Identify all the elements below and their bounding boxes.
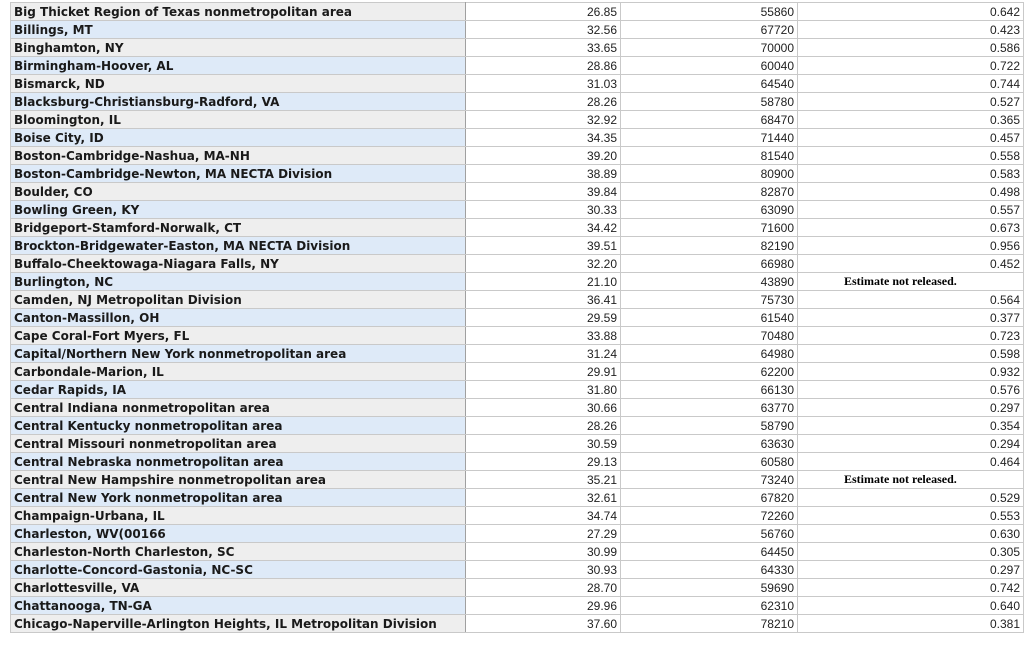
location-quotient-cell: 0.630 xyxy=(798,525,1024,543)
area-name-cell: Boise City, ID xyxy=(11,129,466,147)
annual-wage-cell: 66980 xyxy=(621,255,798,273)
annual-wage-cell: 82870 xyxy=(621,183,798,201)
hourly-wage-cell: 32.61 xyxy=(466,489,621,507)
hourly-wage-cell: 30.93 xyxy=(466,561,621,579)
location-quotient-cell: 0.673 xyxy=(798,219,1024,237)
area-name-cell: Charlotte-Concord-Gastonia, NC-SC xyxy=(11,561,466,579)
area-name-cell: Charleston, WV(00166 xyxy=(11,525,466,543)
table-row xyxy=(11,615,1024,633)
hourly-wage-cell: 31.80 xyxy=(466,381,621,399)
hourly-wage-cell: 29.59 xyxy=(466,309,621,327)
hourly-wage-cell: 26.85 xyxy=(466,3,621,21)
location-quotient-cell: 0.557 xyxy=(798,201,1024,219)
table-row xyxy=(11,237,1024,255)
area-name-cell: Champaign-Urbana, IL xyxy=(11,507,466,525)
data-table-container xyxy=(10,2,1023,633)
location-quotient-cell: 0.722 xyxy=(798,57,1024,75)
wage-table xyxy=(10,2,1024,633)
location-quotient-cell: 0.452 xyxy=(798,255,1024,273)
hourly-wage-cell: 39.51 xyxy=(466,237,621,255)
hourly-wage-cell: 30.33 xyxy=(466,201,621,219)
location-quotient-cell: 0.932 xyxy=(798,363,1024,381)
table-row xyxy=(11,75,1024,93)
table-row xyxy=(11,93,1024,111)
hourly-wage-cell: 33.65 xyxy=(466,39,621,57)
hourly-wage-cell: 29.13 xyxy=(466,453,621,471)
table-row xyxy=(11,219,1024,237)
annual-wage-cell: 61540 xyxy=(621,309,798,327)
location-quotient-cell: 0.529 xyxy=(798,489,1024,507)
table-row xyxy=(11,21,1024,39)
annual-wage-cell: 71600 xyxy=(621,219,798,237)
hourly-wage-cell: 35.21 xyxy=(466,471,621,489)
table-row xyxy=(11,327,1024,345)
annual-wage-cell: 67820 xyxy=(621,489,798,507)
table-body xyxy=(11,3,1024,633)
hourly-wage-cell: 36.41 xyxy=(466,291,621,309)
annual-wage-cell: 80900 xyxy=(621,165,798,183)
table-row xyxy=(11,579,1024,597)
table-row xyxy=(11,129,1024,147)
annual-wage-cell: 70480 xyxy=(621,327,798,345)
annual-wage-cell: 66130 xyxy=(621,381,798,399)
location-quotient-cell: 0.297 xyxy=(798,399,1024,417)
annual-wage-cell: 64330 xyxy=(621,561,798,579)
table-row xyxy=(11,273,1024,291)
location-quotient-cell: 0.297 xyxy=(798,561,1024,579)
table-row xyxy=(11,309,1024,327)
area-name-cell: Bridgeport-Stamford-Norwalk, CT xyxy=(11,219,466,237)
location-quotient-cell: 0.586 xyxy=(798,39,1024,57)
location-quotient-cell: 0.640 xyxy=(798,597,1024,615)
annual-wage-cell: 78210 xyxy=(621,615,798,633)
area-name-cell: Bowling Green, KY xyxy=(11,201,466,219)
area-name-cell: Charleston-North Charleston, SC xyxy=(11,543,466,561)
hourly-wage-cell: 32.20 xyxy=(466,255,621,273)
hourly-wage-cell: 28.86 xyxy=(466,57,621,75)
annual-wage-cell: 62310 xyxy=(621,597,798,615)
area-name-cell: Chattanooga, TN-GA xyxy=(11,597,466,615)
annual-wage-cell: 63630 xyxy=(621,435,798,453)
table-row xyxy=(11,39,1024,57)
area-name-cell: Charlottesville, VA xyxy=(11,579,466,597)
hourly-wage-cell: 38.89 xyxy=(466,165,621,183)
hourly-wage-cell: 30.99 xyxy=(466,543,621,561)
area-name-cell: Carbondale-Marion, IL xyxy=(11,363,466,381)
hourly-wage-cell: 21.10 xyxy=(466,273,621,291)
table-row xyxy=(11,363,1024,381)
location-quotient-cell: 0.576 xyxy=(798,381,1024,399)
table-row xyxy=(11,543,1024,561)
table-row xyxy=(11,435,1024,453)
area-name-cell: Blacksburg-Christiansburg-Radford, VA xyxy=(11,93,466,111)
table-row xyxy=(11,201,1024,219)
area-name-cell: Central Nebraska nonmetropolitan area xyxy=(11,453,466,471)
location-quotient-cell: 0.381 xyxy=(798,615,1024,633)
area-name-cell: Boston-Cambridge-Newton, MA NECTA Division xyxy=(11,165,466,183)
location-quotient-cell: 0.558 xyxy=(798,147,1024,165)
annual-wage-cell: 67720 xyxy=(621,21,798,39)
area-name-cell: Cedar Rapids, IA xyxy=(11,381,466,399)
location-quotient-cell: 0.498 xyxy=(798,183,1024,201)
table-row xyxy=(11,507,1024,525)
annual-wage-cell: 58780 xyxy=(621,93,798,111)
annual-wage-cell: 82190 xyxy=(621,237,798,255)
annual-wage-cell: 68470 xyxy=(621,111,798,129)
estimate-note-cell: Estimate not released. xyxy=(798,273,1024,291)
area-name-cell: Canton-Massillon, OH xyxy=(11,309,466,327)
table-row xyxy=(11,525,1024,543)
table-row xyxy=(11,111,1024,129)
table-row xyxy=(11,165,1024,183)
hourly-wage-cell: 33.88 xyxy=(466,327,621,345)
annual-wage-cell: 70000 xyxy=(621,39,798,57)
location-quotient-cell: 0.464 xyxy=(798,453,1024,471)
hourly-wage-cell: 31.24 xyxy=(466,345,621,363)
area-name-cell: Birmingham-Hoover, AL xyxy=(11,57,466,75)
area-name-cell: Burlington, NC xyxy=(11,273,466,291)
hourly-wage-cell: 28.70 xyxy=(466,579,621,597)
annual-wage-cell: 64980 xyxy=(621,345,798,363)
location-quotient-cell: 0.742 xyxy=(798,579,1024,597)
location-quotient-cell: 0.598 xyxy=(798,345,1024,363)
area-name-cell: Central Indiana nonmetropolitan area xyxy=(11,399,466,417)
annual-wage-cell: 63770 xyxy=(621,399,798,417)
annual-wage-cell: 43890 xyxy=(621,273,798,291)
area-name-cell: Boulder, CO xyxy=(11,183,466,201)
table-row xyxy=(11,381,1024,399)
area-name-cell: Boston-Cambridge-Nashua, MA-NH xyxy=(11,147,466,165)
hourly-wage-cell: 30.59 xyxy=(466,435,621,453)
annual-wage-cell: 75730 xyxy=(621,291,798,309)
annual-wage-cell: 72260 xyxy=(621,507,798,525)
area-name-cell: Bloomington, IL xyxy=(11,111,466,129)
hourly-wage-cell: 34.35 xyxy=(466,129,621,147)
annual-wage-cell: 55860 xyxy=(621,3,798,21)
location-quotient-cell: 0.583 xyxy=(798,165,1024,183)
table-row xyxy=(11,345,1024,363)
table-row xyxy=(11,183,1024,201)
area-name-cell: Billings, MT xyxy=(11,21,466,39)
area-name-cell: Cape Coral-Fort Myers, FL xyxy=(11,327,466,345)
annual-wage-cell: 58790 xyxy=(621,417,798,435)
table-row xyxy=(11,255,1024,273)
area-name-cell: Camden, NJ Metropolitan Division xyxy=(11,291,466,309)
annual-wage-cell: 71440 xyxy=(621,129,798,147)
location-quotient-cell: 0.956 xyxy=(798,237,1024,255)
annual-wage-cell: 63090 xyxy=(621,201,798,219)
area-name-cell: Big Thicket Region of Texas nonmetropolitan area xyxy=(11,3,466,21)
annual-wage-cell: 64540 xyxy=(621,75,798,93)
hourly-wage-cell: 31.03 xyxy=(466,75,621,93)
table-row xyxy=(11,147,1024,165)
table-row xyxy=(11,471,1024,489)
location-quotient-cell: 0.527 xyxy=(798,93,1024,111)
location-quotient-cell: 0.457 xyxy=(798,129,1024,147)
area-name-cell: Binghamton, NY xyxy=(11,39,466,57)
table-row xyxy=(11,3,1024,21)
hourly-wage-cell: 34.42 xyxy=(466,219,621,237)
area-name-cell: Bismarck, ND xyxy=(11,75,466,93)
table-row xyxy=(11,291,1024,309)
location-quotient-cell: 0.723 xyxy=(798,327,1024,345)
hourly-wage-cell: 32.56 xyxy=(466,21,621,39)
table-row xyxy=(11,489,1024,507)
hourly-wage-cell: 37.60 xyxy=(466,615,621,633)
table-row xyxy=(11,453,1024,471)
area-name-cell: Chicago-Naperville-Arlington Heights, IL Metropolitan Division xyxy=(11,615,466,633)
annual-wage-cell: 64450 xyxy=(621,543,798,561)
area-name-cell: Central New Hampshire nonmetropolitan area xyxy=(11,471,466,489)
area-name-cell: Brockton-Bridgewater-Easton, MA NECTA Division xyxy=(11,237,466,255)
location-quotient-cell: 0.744 xyxy=(798,75,1024,93)
annual-wage-cell: 59690 xyxy=(621,579,798,597)
area-name-cell: Central New York nonmetropolitan area xyxy=(11,489,466,507)
table-row xyxy=(11,417,1024,435)
table-row xyxy=(11,399,1024,417)
area-name-cell: Central Kentucky nonmetropolitan area xyxy=(11,417,466,435)
hourly-wage-cell: 28.26 xyxy=(466,93,621,111)
location-quotient-cell: 0.354 xyxy=(798,417,1024,435)
location-quotient-cell: 0.294 xyxy=(798,435,1024,453)
location-quotient-cell: 0.553 xyxy=(798,507,1024,525)
hourly-wage-cell: 39.84 xyxy=(466,183,621,201)
table-row xyxy=(11,57,1024,75)
hourly-wage-cell: 32.92 xyxy=(466,111,621,129)
annual-wage-cell: 73240 xyxy=(621,471,798,489)
location-quotient-cell: 0.305 xyxy=(798,543,1024,561)
table-row xyxy=(11,561,1024,579)
annual-wage-cell: 62200 xyxy=(621,363,798,381)
estimate-note-cell: Estimate not released. xyxy=(798,471,1024,489)
hourly-wage-cell: 28.26 xyxy=(466,417,621,435)
annual-wage-cell: 60040 xyxy=(621,57,798,75)
location-quotient-cell: 0.365 xyxy=(798,111,1024,129)
location-quotient-cell: 0.423 xyxy=(798,21,1024,39)
area-name-cell: Central Missouri nonmetropolitan area xyxy=(11,435,466,453)
hourly-wage-cell: 29.91 xyxy=(466,363,621,381)
location-quotient-cell: 0.564 xyxy=(798,291,1024,309)
hourly-wage-cell: 29.96 xyxy=(466,597,621,615)
annual-wage-cell: 60580 xyxy=(621,453,798,471)
hourly-wage-cell: 27.29 xyxy=(466,525,621,543)
annual-wage-cell: 56760 xyxy=(621,525,798,543)
hourly-wage-cell: 30.66 xyxy=(466,399,621,417)
table-row xyxy=(11,597,1024,615)
area-name-cell: Capital/Northern New York nonmetropolitan area xyxy=(11,345,466,363)
location-quotient-cell: 0.642 xyxy=(798,3,1024,21)
hourly-wage-cell: 34.74 xyxy=(466,507,621,525)
annual-wage-cell: 81540 xyxy=(621,147,798,165)
area-name-cell: Buffalo-Cheektowaga-Niagara Falls, NY xyxy=(11,255,466,273)
hourly-wage-cell: 39.20 xyxy=(466,147,621,165)
location-quotient-cell: 0.377 xyxy=(798,309,1024,327)
